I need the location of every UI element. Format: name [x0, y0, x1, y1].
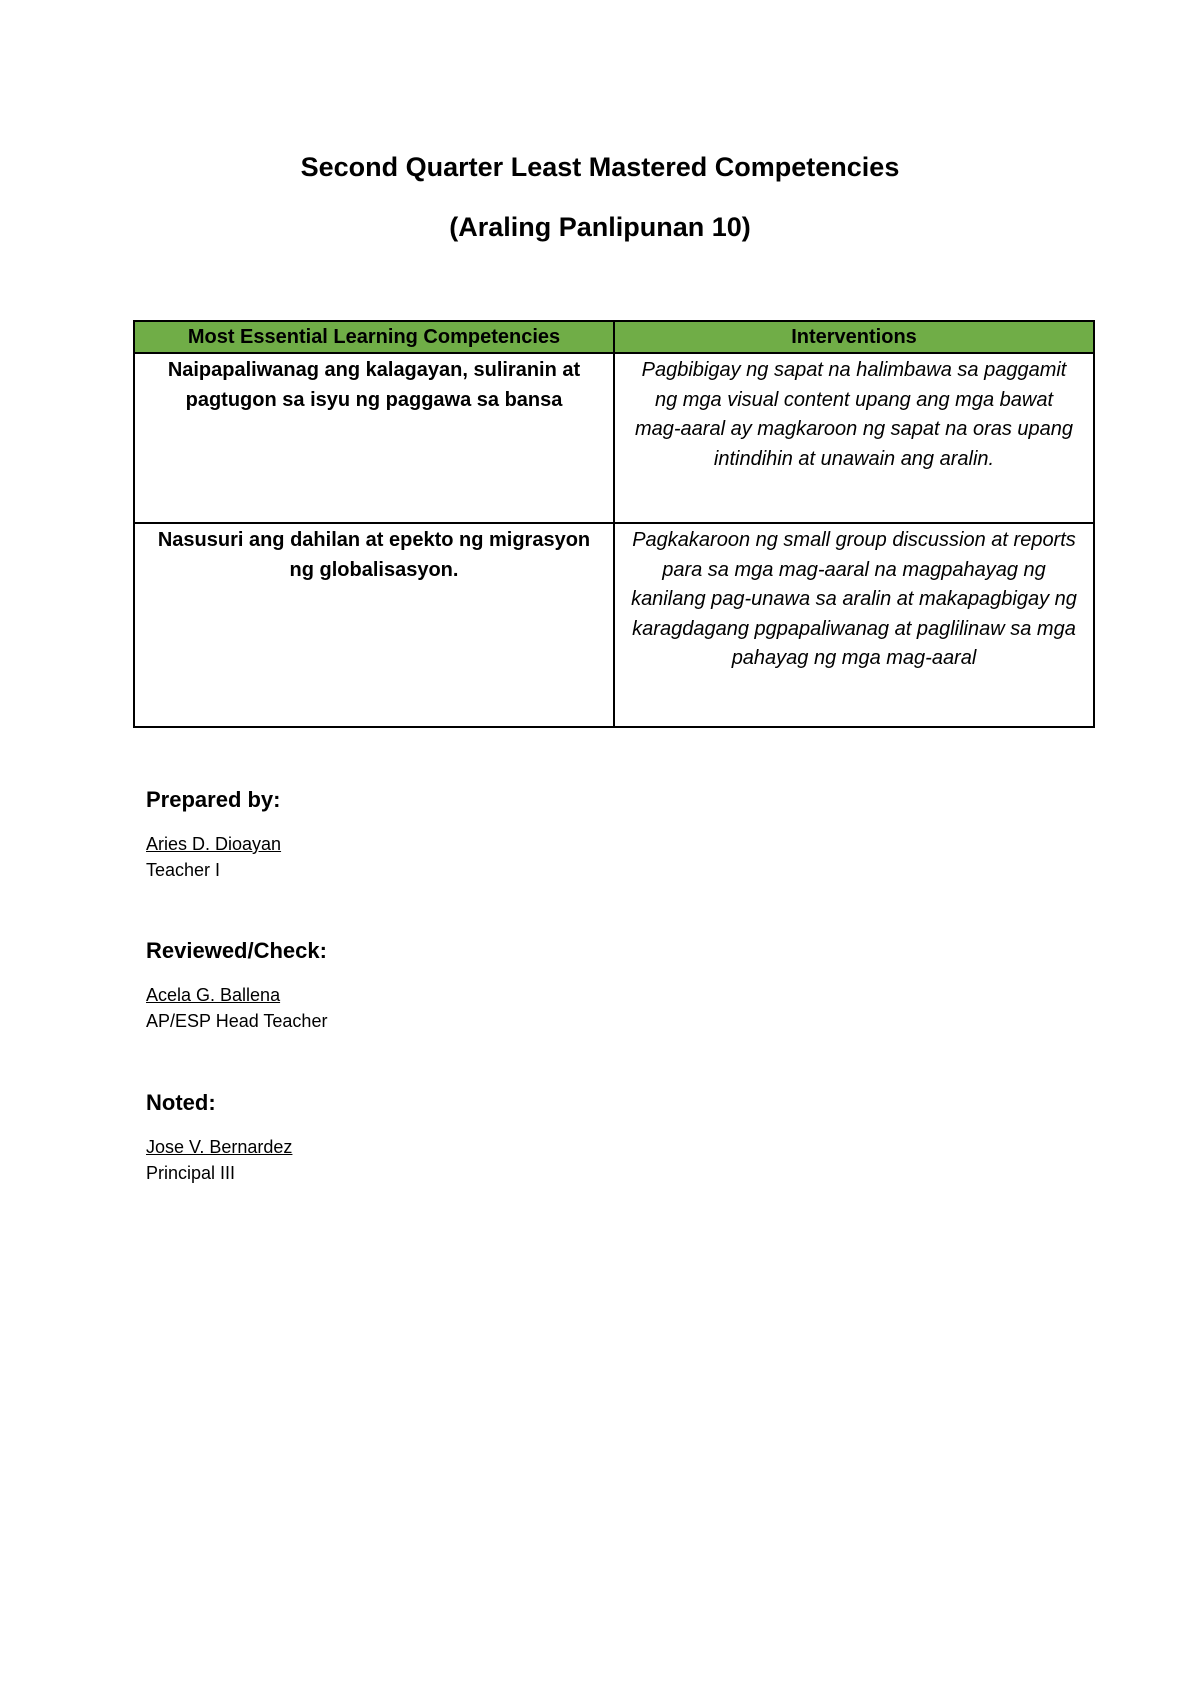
noted-by-block [146, 1088, 292, 1186]
intervention-cell: Pagbibigay ng sapat na halimbawa sa paggamit ng mga visual content upang ang mga bawat mag-aaral ay magkaroon ng sapat na oras upang intindihin at unawain ang aralin. [614, 353, 1094, 523]
noted-by-label: Noted: [146, 1090, 216, 1115]
noter-name: Jose V. Bernardez [146, 1137, 293, 1157]
reviewer-name: Acela G. Ballena [146, 985, 281, 1005]
table-header-row [134, 321, 1094, 353]
competencies-table [133, 320, 1095, 728]
reviewed-by-label: Reviewed/Check: [146, 938, 327, 963]
competency-cell: Naipapaliwanag ang kalagayan, suliranin at pagtugon sa isyu ng paggawa sa bansa [134, 353, 614, 523]
header-competencies: Most Essential Learning Competencies [134, 321, 614, 353]
reviewer-position: AP/ESP Head Teacher [146, 1011, 328, 1031]
intervention-cell: Pagkakaroon ng small group discussion at reports para sa mga mag-aaral na magpahayag ng kanilang pag-unawa sa aralin at makapagbigay ng karagdagang pgpapaliwanag at paglilinaw sa mga pahayag ng mga mag-aaral [614, 523, 1094, 727]
prepared-by-block [146, 785, 281, 883]
document-title: Second Quarter Least Mastered Competencies [300, 152, 900, 182]
document-subtitle: (Araling Panlipunan 10) [449, 212, 751, 242]
noter-position: Principal III [146, 1163, 236, 1183]
prepared-by-label: Prepared by: [146, 787, 281, 812]
preparer-name: Aries D. Dioayan [146, 834, 282, 854]
table-row [134, 523, 1094, 727]
reviewed-by-block [146, 936, 327, 1034]
competency-cell: Nasusuri ang dahilan at epekto ng migrasyon ng globalisasyon. [134, 523, 614, 727]
preparer-position: Teacher I [146, 860, 221, 880]
header-interventions: Interventions [614, 321, 1094, 353]
table-row [134, 353, 1094, 523]
